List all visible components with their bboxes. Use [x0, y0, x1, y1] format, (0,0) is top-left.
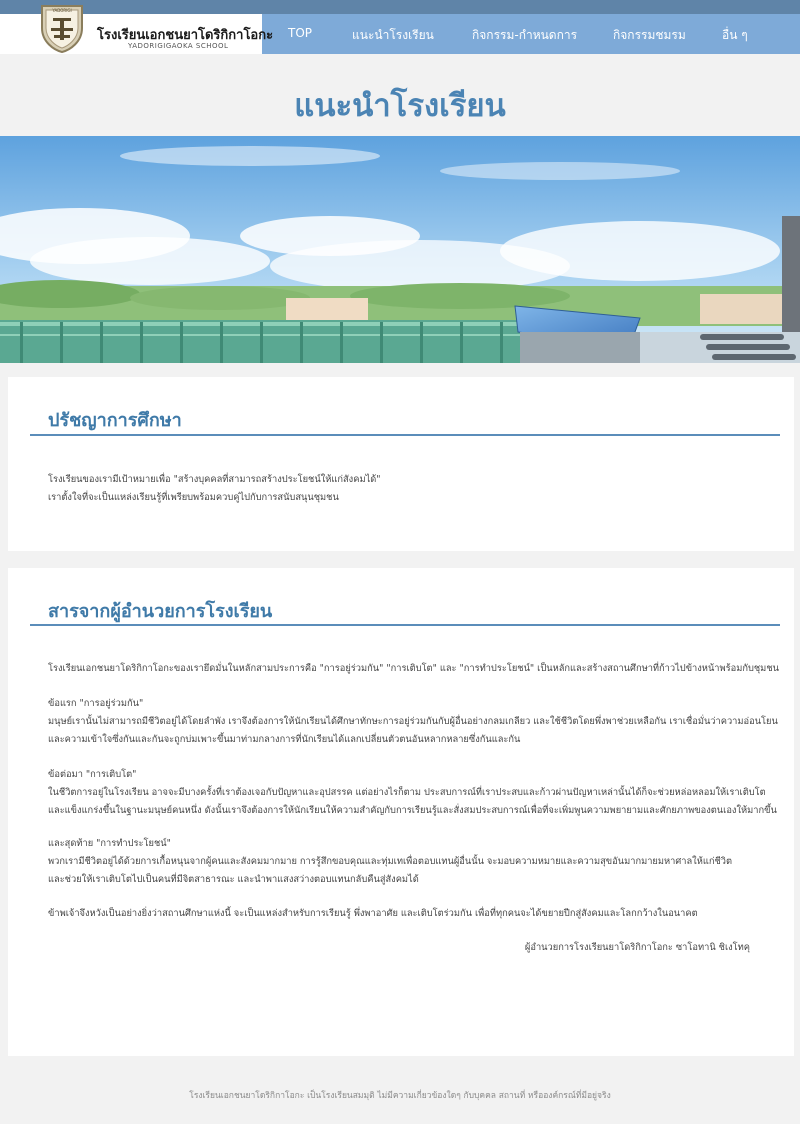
message-closing — [48, 905, 768, 923]
philosophy-line: เราตั้งใจที่จะเป็นแหล่งเรียนรู้ที่เพรียบพร้อมควบคู่ไปกับการสนับสนุนชุมชน — [48, 492, 339, 503]
nav-clubs[interactable]: กิจกรรมชมรม — [613, 28, 686, 42]
philosophy-text — [48, 471, 768, 507]
brand-name-thai: โรงเรียนเอกชนยาโดริกิกาโอกะ — [97, 28, 274, 43]
title-band — [0, 54, 800, 136]
hero-image — [0, 136, 800, 363]
philosophy-line: โรงเรียนของเรามีเป้าหมายเพื่อ "สร้างบุคคลที่สามารถสร้างประโยชน์ให้แก่สังคมได้" — [48, 474, 381, 485]
third-principle-title: และสุดท้าย "การทำประโยชน์" — [48, 838, 171, 849]
closing-line: ข้าพเจ้าจึงหวังเป็นอย่างยิ่งว่าสถานศึกษาแห่งนี้ จะเป็นแหล่งสำหรับการเรียนรู้ พึ่งพาอาศัย และเติบโตร่วมกัน เพื่อที่ทุกคนจะได้ขยายปีกสู่สังคมและโลกกว้างในอนาคต — [48, 908, 698, 919]
nav-about[interactable]: แนะนำโรงเรียน — [352, 28, 434, 42]
hero-scenery — [0, 136, 800, 363]
logo-link[interactable] — [0, 8, 274, 54]
message-heading: สารจากผู้อำนวยการโรงเรียน — [48, 601, 273, 622]
director-signature: ผู้อำนวยการโรงเรียนยาโดริกิกาโอกะ ซาโอทานิ ชิเงโทคุ — [524, 942, 750, 953]
philosophy-divider — [30, 434, 780, 436]
message-second — [48, 766, 777, 820]
first-principle-line: และความเข้าใจซึ่งกันและกันจะถูกบ่มเพาะขึ้นมาท่ามกลางการที่นักเรียนได้แลกเปลี่ยนตัวตนอันหลากหลายซึ่งกันและกัน — [48, 734, 521, 745]
message-intro-line: โรงเรียนเอกชนยาโดริกิกาโอกะของเรายึดมั่นในหลักสามประการคือ "การอยู่ร่วมกัน" "การเติบโต" และ "การทำประโยชน์" เป็นหลักและสร้างสถานศึกษาที่ก้าวไปข้างหน้าพร้อมกับชุมชน — [48, 663, 779, 674]
page-title: แนะนำโรงเรียน — [294, 88, 506, 124]
third-principle-line: และช่วยให้เราเติบโตไปเป็นคนที่มีจิตสาธารณะ และนำพาแสงสว่างตอบแทนกลับคืนสู่สังคมได้ — [48, 874, 419, 885]
second-principle-line: ในชีวิตการอยู่ในโรงเรียน อาจจะมีบางครั้งที่เราต้องเจอกับปัญหาและอุปสรรค แต่อย่างไรก็ตาม ประสบการณ์ที่เราประสบและก้าวผ่านปัญหาเหล่านั้นได้ก็จะช่วยหล่อหลอมให้เราเติบโต — [48, 787, 766, 798]
first-principle-title: ข้อแรก "การอยู่ร่วมกัน" — [48, 698, 144, 709]
second-principle-title: ข้อต่อมา "การเติบโต" — [48, 769, 137, 780]
crest-label: YADORIGI — [52, 8, 72, 13]
message-third — [48, 835, 768, 889]
nav-top[interactable]: TOP — [288, 26, 313, 40]
director-message-card — [8, 568, 794, 1056]
philosophy-card — [8, 377, 794, 551]
third-principle-line: พวกเรามีชีวิตอยู่ได้ด้วยการเกื้อหนุนจากผู้คนและสังคมมากมาย การรู้สึกขอบคุณและทุ่มเทเพื่อตอบแทนผู้อื่นนั้น จะมอบความหมายและความสุขอันมากมายมหาศาลให้แก่ชีวิต — [48, 856, 733, 867]
site-header — [0, 8, 800, 54]
message-intro — [48, 660, 779, 678]
first-principle-line: มนุษย์เรานั้นไม่สามารถมีชีวิตอยู่ได้โดยลำพัง เราจึงต้องการให้นักเรียนได้ศึกษาทักษะการอยู่ร่วมกันกับผู้อื่นอย่างกลมเกลียว และใช้ชีวิตโดยพึ่งพาช่วยเหลือกัน เราเชื่อมั่นว่าความอ่อนโยน — [48, 716, 778, 727]
nav-more[interactable]: อื่น ๆ — [722, 28, 748, 42]
footer-disclaimer: โรงเรียนเอกชนยาโดริกิกาโอกะ เป็นโรงเรียนสมมุติ ไม่มีความเกี่ยวข้องใดๆ กับบุคคล สถานที่ หรือองค์กรณ์ที่มีอยู่จริง — [189, 1091, 611, 1101]
brand-name-english: YADORIGIGAOKA SCHOOL — [128, 42, 229, 50]
message-first — [48, 695, 778, 749]
philosophy-heading: ปรัชญาการศึกษา — [48, 410, 182, 431]
message-divider — [30, 624, 780, 626]
second-principle-line: และแข็งแกร่งขึ้นในฐานะมนุษย์คนหนึ่ง ดังนั้นเราจึงต้องการให้นักเรียนให้ความสำคัญกับการเรียนรู้และสั่งสมประสบการณ์เพื่อที่จะเพิ่มพูนความพยายามและศักยภาพของตนเองให้มากขึ้น — [48, 805, 777, 816]
school-crest-icon — [36, 2, 88, 54]
top-strip — [0, 0, 800, 14]
nav-events[interactable]: กิจกรรม-กำหนดการ — [472, 28, 578, 42]
